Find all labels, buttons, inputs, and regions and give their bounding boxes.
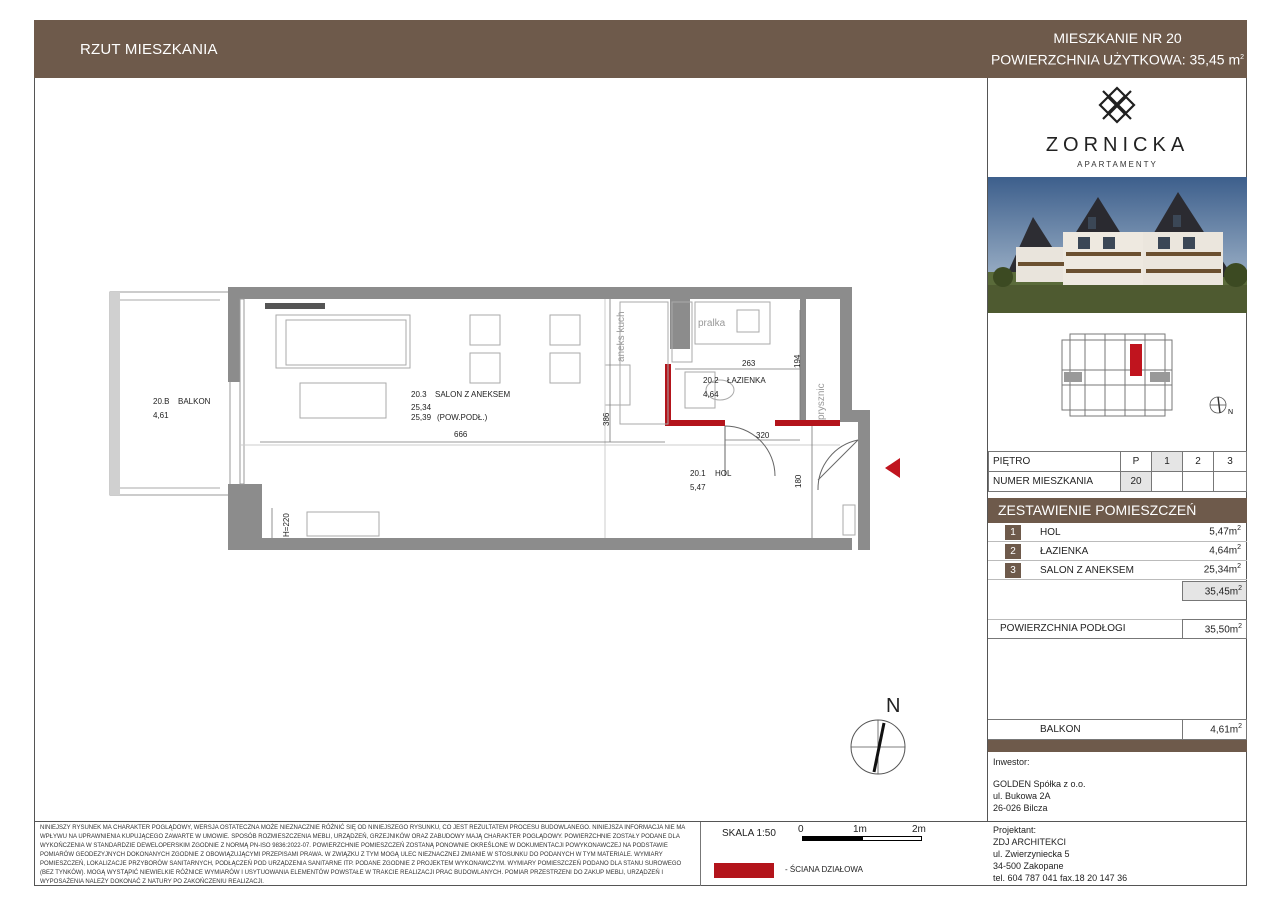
scale-tick-1: 1m xyxy=(853,824,867,835)
partition-wall-legend: - ŚCIANA DZIAŁOWA xyxy=(785,865,863,874)
hall-area: 5,47 xyxy=(690,483,706,492)
usable-area: POWIERZCHNIA UŻYTKOWA: 35,45 $m^2$ xyxy=(990,51,1245,68)
brand-band xyxy=(988,740,1247,752)
balcony-label: BALKON xyxy=(1040,724,1081,735)
room-name: SALON Z ANEKSEM xyxy=(1040,565,1134,576)
floor-3: 3 xyxy=(1214,452,1247,472)
room-number: 1 xyxy=(1005,525,1021,540)
balcony-row xyxy=(988,719,1247,740)
logo-subtitle: APARTAMENTY xyxy=(1077,160,1158,169)
dim-263: 263 xyxy=(742,359,756,368)
partition-walls xyxy=(665,364,840,426)
room-name: ŁAZIENKA xyxy=(1040,546,1089,557)
investor-line: 26-026 Bilcza xyxy=(993,803,1048,813)
salon-number: 20.3 xyxy=(411,390,427,399)
hall-number: 20.1 xyxy=(690,469,706,478)
investor-line: GOLDEN Spółka z o.o. xyxy=(993,779,1086,789)
room-name: HOL xyxy=(1040,527,1061,538)
plan-header xyxy=(34,20,988,78)
apartment-header xyxy=(988,20,1247,78)
rooms-section-title: ZESTAWIENIE POMIESZCZEŃ xyxy=(988,498,1247,523)
dim-180: 180 xyxy=(794,474,803,488)
salon-area-floor: 25,39 xyxy=(411,413,432,422)
hall-name: HOL xyxy=(715,469,732,478)
plan-title: RZUT MIESZKANIA xyxy=(80,41,218,58)
scale-tick-2: 2m xyxy=(912,824,926,835)
designer-block xyxy=(993,824,1127,884)
divider xyxy=(34,821,1247,822)
investor-block xyxy=(993,756,1086,814)
designer-line: ZDJ ARCHITEKCI xyxy=(993,837,1067,847)
rooms-list xyxy=(988,523,1247,580)
entrance-arrow-icon xyxy=(885,458,900,478)
bathroom-number: 20.2 xyxy=(703,376,719,385)
kitchen-label: aneks kuch xyxy=(616,311,627,362)
logo-name: ZORNICKA xyxy=(1045,134,1190,156)
floor-1: 1 xyxy=(1152,452,1183,472)
logo-emblem-icon xyxy=(1098,86,1136,124)
scale-tick-0: 0 xyxy=(798,824,804,835)
doors xyxy=(725,426,858,490)
north-compass-icon xyxy=(850,690,920,780)
room-area: $5,47m^2$ xyxy=(1209,525,1241,538)
washer-label: pralka xyxy=(698,318,726,329)
floor-unit-table xyxy=(988,451,1247,492)
room-row xyxy=(988,561,1247,580)
rooms-total: $35,45m^2$ xyxy=(1182,581,1247,601)
scale-bar xyxy=(802,836,922,841)
svg-text:N: N xyxy=(1228,409,1234,416)
balcony-name: BALKON xyxy=(178,397,211,406)
room-number: 3 xyxy=(1005,563,1021,578)
furniture xyxy=(276,302,855,536)
room-area: $25,34m^2$ xyxy=(1203,563,1241,576)
bathroom-area: 4,64 xyxy=(703,390,719,399)
room-row xyxy=(988,523,1247,542)
apartment-number: MIESZKANIE NR 20 xyxy=(1053,30,1182,46)
unit-value: 20 xyxy=(1121,472,1152,492)
designer-line: tel. 604 787 041 fax.18 20 147 36 xyxy=(993,873,1128,883)
designer-line: ul. Zwierzyniecka 5 xyxy=(993,849,1070,859)
dim-386: 386 xyxy=(602,412,611,426)
selected-unit-marker xyxy=(1130,344,1142,376)
unit-label: NUMER MIESZKANIA xyxy=(989,472,1121,492)
salon-area: 25,34 xyxy=(411,403,432,412)
balcony-value: $4,61m^2$ xyxy=(1182,719,1247,740)
salon-name: SALON Z ANEKSEM xyxy=(435,390,511,399)
dim-194: 194 xyxy=(793,354,802,368)
room-number: 2 xyxy=(1005,544,1021,559)
floor-area-value: $35,50m^2$ xyxy=(1182,619,1247,639)
investor-label: Inwestor: xyxy=(993,757,1030,767)
zornicka-logo xyxy=(988,80,1247,176)
designer-line: 34-500 Zakopane xyxy=(993,861,1064,871)
bathroom-name: ŁAZIENKA xyxy=(727,376,766,385)
balcony-number: 20.B xyxy=(153,397,170,406)
floor-label: PIĘTRO xyxy=(989,452,1121,472)
floor-plan xyxy=(100,280,900,550)
floor-p: P xyxy=(1121,452,1152,472)
building-photo xyxy=(988,177,1247,313)
balcony-area: 4,61 xyxy=(153,411,169,420)
shower-label: prysznic xyxy=(816,383,827,420)
floor-area-row xyxy=(988,619,1247,639)
floor-area-label: POWIERZCHNIA PODŁOGI xyxy=(1000,623,1126,634)
designer-label: Projektant: xyxy=(993,825,1037,835)
svg-text:N: N xyxy=(886,695,901,717)
floor-2: 2 xyxy=(1183,452,1214,472)
partition-wall-swatch xyxy=(714,863,774,878)
salon-note: (POW.PODŁ.) xyxy=(437,413,488,422)
keyplan-north-icon xyxy=(1210,397,1233,416)
disclaimer-text: NINIEJSZY RYSUNEK MA CHARAKTER POGLĄDOWY, WERSJA OSTATECZNA MOŻE NIEZNACZNIE RÓŻNIĆ SIĘ OD NINIEJSZEGO RYSUNKU, CO JEST REZULTATEM PROCESU BUDOWLANEGO. NINIEJSZA INFORMACJA NIE MA WPŁYWU NA UPRAWNIENIA KUPUJĄCEGO ZAWARTE W UMOWIE. SPOSÓB ROZMIESZCZENIA MEBLI, URZĄDZEŃ, GRZEJNIKÓW ORAZ ZABUDOWY MAJĄ CHARAKTER POGLĄDOWY. POWIERZCHNIE ZOSTAŁY PODANE DLA WYKOŃCZENIA W STANDARDZIE DEWELOPERSKIM ZGODNIE Z NORMĄ PN-ISO 9836:2022-07. POWIERZCHNIE POMIESZCZEŃ ZOSTANĄ PONOWNIE OKREŚLONE W DOKUMENTACJI POWYKONAWCZEJ NA PODSTAWIE POMIARÓW GEODEZYJNYCH DOKONANYCH ZGODNIE Z OBOWIĄZUJĄCYMI PRZEPISAMI PRAWA. W ZWIĄZKU Z TYM MOGĄ ULEC NIEZNACZNEJ ZMIANIE W STOSUNKU DO PODANYCH W TYM MATERIALE. WYMIARY POMIESZCZEŃ, LOKALIZACJE PRZYBORÓW SANITARNYCH, PODŁĄCZEŃ POD URZĄDZENIA SANITARNE ITP. PODANE ZGODNIE Z PROJEKTEM WYKONAWCZYM. WYMIARY POMIESZCZEŃ PODANO DLA STANU SUROWEGO (BEZ TYNKÓW). MOGĄ WYSTĄPIĆ NIEWIELKIE RÓŻNICE WYMIARÓW I USYTUOWANIA ELEMENTÓW POWSTAŁE W TRAKCIE REALIZACJI PRAC BUDOWLANYCH. POMIAR PRZESTRZENI DO ZAKUP MEBLI, URZĄDZEŃ I WYPOSAŻENIA NALEŻY DOKONAĆ Z NATURY PO ZAKOŃCZENIU REALIZACJI. xyxy=(40,825,685,885)
dim-320: 320 xyxy=(756,431,770,440)
scale-legend xyxy=(700,822,987,886)
scale-label: SKALA 1:50 xyxy=(722,828,776,839)
ceiling-height: H=220 xyxy=(282,513,291,537)
room-area: $4,64m^2$ xyxy=(1209,544,1241,557)
key-plan xyxy=(1050,330,1240,420)
balcony xyxy=(110,292,230,495)
room-row xyxy=(988,542,1247,561)
dim-666: 666 xyxy=(454,430,468,439)
investor-line: ul. Bukowa 2A xyxy=(993,791,1051,801)
